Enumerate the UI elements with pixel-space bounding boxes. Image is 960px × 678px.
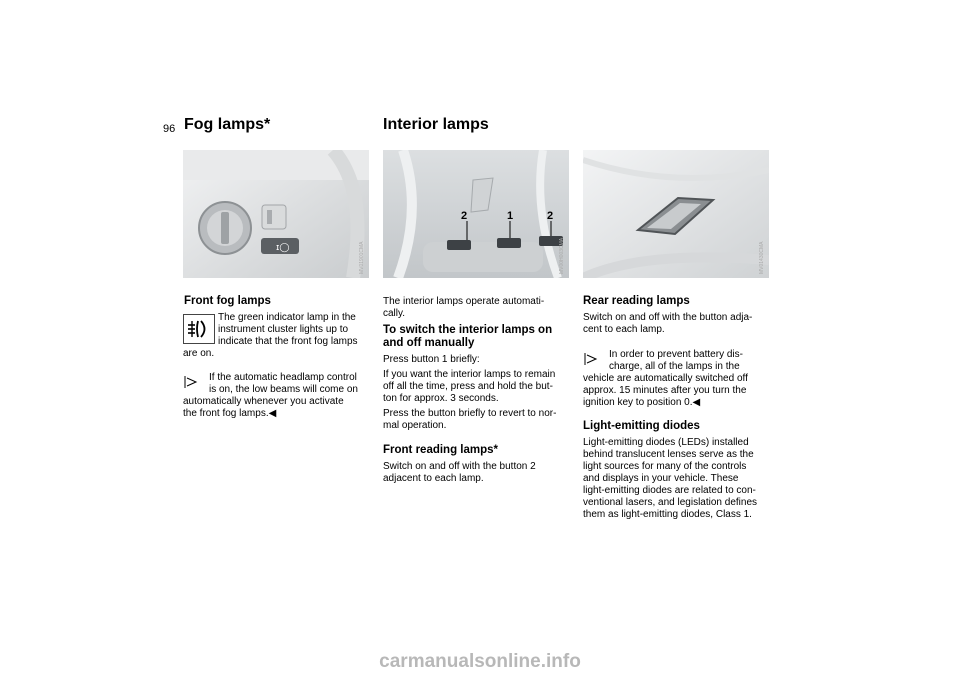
note-triangle-icon	[584, 352, 604, 366]
switch-p1: Press button 1 briefly:	[383, 354, 480, 365]
fog-note-line-4: the front fog lamps.◀	[183, 408, 277, 419]
led-heading: Light-emitting diodes	[583, 420, 700, 432]
rear-line-2: cent to each lamp.	[583, 324, 665, 335]
fog-note-line-2: is on, the low beams will come on	[209, 384, 358, 395]
led-line-7: them as light-emitting diodes, Class 1.	[583, 509, 752, 520]
battery-note-line-4: approx. 15 minutes after you turn the	[583, 385, 747, 396]
interior-lamp-photo	[383, 150, 569, 278]
interior-intro-line-2: cally.	[383, 308, 406, 319]
rear-line-1: Switch on and off with the button adja-	[583, 312, 753, 323]
fog-line-4: are on.	[183, 348, 215, 359]
battery-note-line-1: In order to prevent battery dis-	[609, 349, 743, 360]
led-line-4: and displays in your vehicle. These	[583, 473, 739, 484]
front-fog-lamps-heading: Front fog lamps	[184, 295, 271, 307]
battery-note-line-3: vehicle are automatically switched off	[583, 373, 748, 384]
battery-note-icon	[584, 352, 604, 366]
fog-line-1: The green indicator lamp in the	[218, 312, 356, 323]
rear-reading-lamps-heading: Rear reading lamps	[583, 295, 690, 307]
front-fog-lamp-indicator	[183, 314, 215, 344]
fog-line-2: instrument cluster lights up to	[218, 324, 349, 335]
led-line-2: behind translucent lenses serve as the	[583, 449, 754, 460]
fog-note-line-3: automatically whenever you activate	[183, 396, 344, 407]
led-line-5: light-emitting diodes are related to con-	[583, 485, 756, 496]
switch-p2-line-3: ton for approx. 3 seconds.	[383, 393, 499, 404]
switch-p2-line-1: If you want the interior lamps to remain	[383, 369, 556, 380]
image-code: MV01430CMA	[759, 241, 765, 274]
led-line-3: light sources for many of the controls	[583, 461, 747, 472]
led-line-6: ventional lasers, and legislation defines	[583, 497, 757, 508]
fog-note-line-1: If the automatic headlamp control	[209, 372, 357, 383]
switch-heading-line-1: To switch the interior lamps on	[383, 324, 553, 336]
interior-intro-line-1: The interior lamps operate automati-	[383, 296, 545, 307]
front-reading-lamps-heading: Front reading lamps*	[383, 444, 499, 456]
fog-lamp-switch-illustration	[183, 150, 369, 278]
front-fog-lamp-icon	[184, 315, 214, 343]
callout-label-center: 1	[507, 210, 514, 222]
switch-p3-line-1: Press the button briefly to revert to nor-	[383, 408, 557, 419]
led-line-1: Light-emitting diodes (LEDs) installed	[583, 437, 749, 448]
front-reading-line-1: Switch on and off with the button 2	[383, 461, 536, 472]
rear-reading-lamp-illustration	[583, 150, 769, 278]
fog-lamps-title: Fog lamps*	[184, 116, 271, 133]
fog-lamp-switch-photo	[183, 150, 369, 278]
image-code: MV01901CMA	[359, 241, 365, 274]
battery-note-line-2: charge, all of the lamps in the	[609, 361, 740, 372]
interior-lamps-title: Interior lamps	[383, 116, 489, 133]
battery-note-line-5: ignition key to position 0.◀	[583, 397, 701, 408]
image-code: MV00H003CMA	[559, 237, 565, 274]
page-number: 96	[163, 123, 176, 135]
switch-heading-line-2: and off manually	[383, 337, 475, 349]
interior-lamp-illustration	[383, 150, 569, 278]
rear-reading-lamp-photo	[583, 150, 769, 278]
svg-text:ɪ◯: ɪ◯	[276, 243, 290, 253]
watermark-link[interactable]: carmanualsonline.info	[379, 651, 581, 672]
note-triangle-icon	[184, 375, 204, 389]
switch-p3-line-2: mal operation.	[383, 420, 447, 431]
callout-label-right: 2	[547, 210, 554, 222]
note-icon	[184, 375, 204, 389]
callout-label-left: 2	[461, 210, 468, 222]
fog-line-3: indicate that the front fog lamps	[218, 336, 358, 347]
front-reading-line-2: adjacent to each lamp.	[383, 473, 484, 484]
switch-p2-line-2: off all the time, press and hold the but-	[383, 381, 553, 392]
